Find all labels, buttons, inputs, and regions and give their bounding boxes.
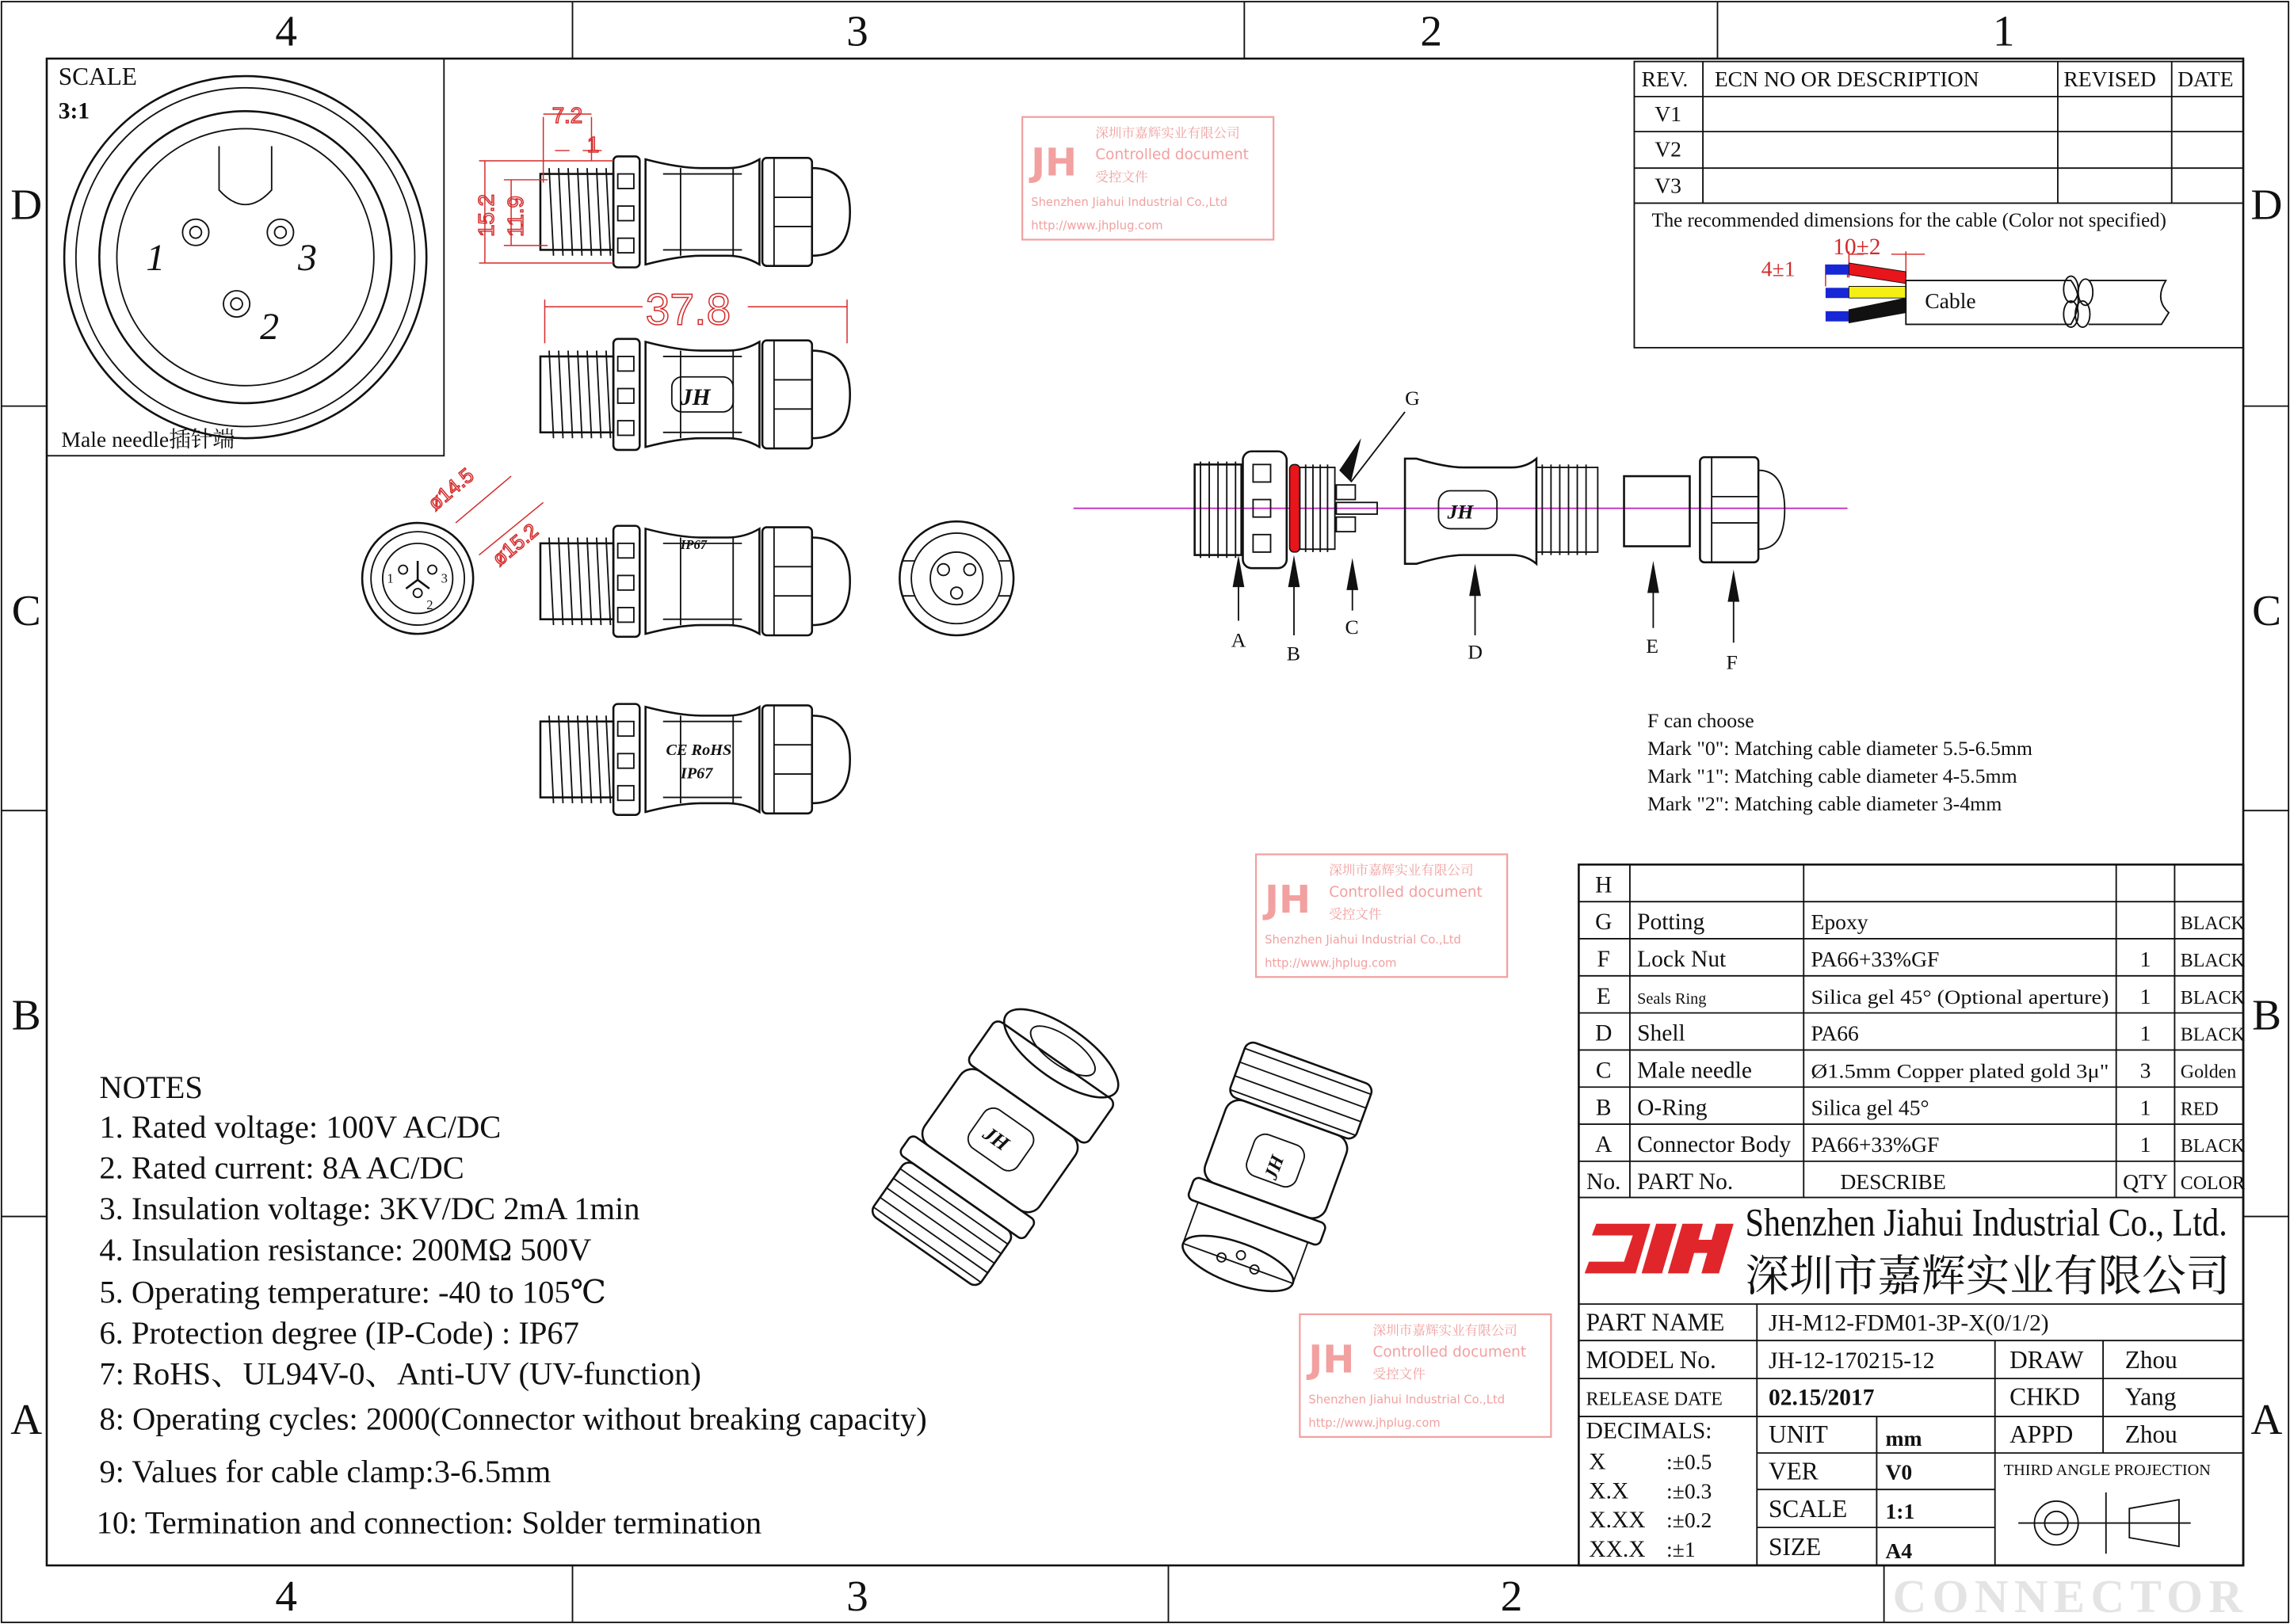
zone-row-d: D	[10, 180, 43, 229]
part-color: RED	[2180, 1099, 2219, 1120]
watermark-cn2: 受控文件	[1095, 169, 1148, 185]
jh-logo-mark: JH	[680, 384, 711, 410]
note-item: 8: Operating cycles: 2000(Connector without breaking capacity)	[99, 1401, 927, 1437]
draw-label: DRAW	[2009, 1346, 2084, 1374]
dim-thread-length: 7.2	[552, 103, 583, 128]
watermark-cn2: 受控文件	[1372, 1367, 1426, 1382]
part-letter: H	[1595, 872, 1613, 898]
part-describe: PA66	[1811, 1020, 1859, 1046]
chkd-value: Yang	[2124, 1382, 2177, 1411]
cable-label: Cable	[1925, 288, 1976, 314]
watermark-cn2: 受控文件	[1329, 906, 1382, 922]
watermark-url: http://www.jhplug.com	[1265, 956, 1397, 970]
perspective-logo-1: JH	[979, 1121, 1013, 1156]
part-color: BLACK	[2180, 951, 2245, 972]
watermark-logo: JH	[1265, 879, 1311, 923]
connector-watermark: CONNECTOR	[1892, 1570, 2249, 1623]
ver-value: V0	[1885, 1459, 1913, 1485]
small-pin-2: 2	[426, 597, 433, 612]
part-describe: Ø1.5mm Copper plated gold 3μ"	[1811, 1059, 2109, 1083]
rev-row-v2: V2	[1655, 136, 1682, 162]
callout-label-f: F	[1726, 650, 1738, 674]
note-item: 4. Insulation resistance: 200MΩ 500V	[99, 1231, 592, 1268]
watermark-url: http://www.jhplug.com	[1031, 219, 1163, 233]
parts-table-row	[1595, 872, 1612, 898]
part-color: Golden	[2180, 1062, 2237, 1083]
note-item: 1. Rated voltage: 100V AC/DC	[99, 1109, 502, 1146]
ip67-mark: IP67	[680, 537, 708, 553]
watermark-controlled: Controlled document	[1329, 883, 1483, 901]
f-option-0: Mark "0": Matching cable diameter 5.5-6.5mm	[1647, 737, 2033, 761]
part-name-label: PART NAME	[1586, 1308, 1725, 1336]
watermark-en: Shenzhen Jiahui Industrial Co.,Ltd	[1308, 1393, 1506, 1407]
model-label: MODEL No.	[1586, 1346, 1716, 1374]
watermark-cn: 深圳市嘉辉实业有限公司	[1095, 125, 1240, 141]
watermark-en: Shenzhen Jiahui Industrial Co.,Ltd	[1265, 932, 1461, 947]
parts-table-row	[1596, 1058, 2236, 1083]
part-qty: 1	[2139, 983, 2151, 1008]
callout-label-b: B	[1286, 642, 1301, 665]
note-item: 10: Termination and connection: Solder termination	[96, 1504, 762, 1541]
watermark-controlled: Controlled document	[1095, 147, 1249, 164]
note-item: 3. Insulation voltage: 3KV/DC 2mA 1min	[99, 1191, 640, 1227]
dim-thread-pitch: 1	[586, 132, 600, 157]
parts-table-header	[1586, 1169, 2245, 1195]
perspective-logo-2: JH	[1261, 1153, 1289, 1183]
part-describe: Silica gel 45° (Optional aperture)	[1811, 985, 2109, 1008]
part-name-value: JH-M12-FDM01-3P-X(0/1/2)	[1769, 1310, 2049, 1336]
rev-row-v3: V3	[1655, 173, 1682, 198]
part-name: Male needle	[1637, 1058, 1752, 1084]
chkd-label: CHKD	[2009, 1382, 2080, 1411]
part-color: BLACK	[2180, 913, 2245, 935]
f-option-1: Mark "1": Matching cable diameter 4-5.5mm	[1647, 764, 2017, 788]
zone-col-2: 2	[1420, 6, 1443, 55]
rev-header-date: DATE	[2177, 66, 2234, 91]
note-item: 2. Rated current: 8A AC/DC	[99, 1149, 464, 1186]
dim-total-length: 37.8	[645, 284, 731, 334]
scale-label-tb: SCALE	[1769, 1495, 1848, 1523]
zone-row-c: C	[11, 586, 41, 635]
note-item: 5. Operating temperature: -40 to 105℃	[99, 1274, 606, 1310]
company-name-cn: 深圳市嘉辉实业有限公司	[1745, 1252, 2231, 1301]
part-letter: C	[1595, 1058, 1612, 1084]
watermark-url: http://www.jhplug.com	[1308, 1416, 1441, 1430]
ver-label: VER	[1769, 1457, 1819, 1485]
decimal-format: X.X	[1589, 1478, 1629, 1504]
callout-label-a: A	[1231, 628, 1246, 652]
part-describe: PA66+33%GF	[1811, 1132, 1940, 1157]
wire-tip	[1826, 288, 1849, 298]
part-describe: PA66+33%GF	[1811, 947, 1940, 972]
part-letter: E	[1596, 983, 1611, 1009]
decimal-tolerance: :±0.2	[1666, 1508, 1712, 1533]
decimal-tolerance: :±1	[1666, 1536, 1696, 1561]
wire-insulation	[1849, 286, 1906, 298]
decimal-tolerance: :±0.5	[1666, 1449, 1712, 1474]
part-name: Potting	[1637, 909, 1705, 936]
zone-col-4-bottom: 4	[275, 1572, 298, 1621]
cable-note: The recommended dimensions for the cable (Color not specified)	[1651, 209, 2166, 231]
part-letter: D	[1595, 1020, 1613, 1046]
part-letter: B	[1595, 1095, 1612, 1121]
company-name-en: Shenzhen Jiahui Industrial Co., Ltd.	[1745, 1200, 2227, 1245]
part-describe: Silica gel 45°	[1811, 1095, 1929, 1120]
part-qty: 1	[2139, 1095, 2151, 1120]
shell-logo: JH	[1447, 500, 1474, 524]
watermark-logo: JH	[1308, 1338, 1355, 1382]
zone-row-a: A	[10, 1395, 43, 1444]
rev-row-v1: V1	[1655, 101, 1682, 127]
part-letter: No.	[1586, 1168, 1621, 1195]
decimal-format: X.XX	[1589, 1508, 1646, 1534]
note-item: 9: Values for cable clamp:3-6.5mm	[99, 1453, 552, 1489]
part-name: Seals Ring	[1637, 989, 1707, 1008]
decimal-format: XX.X	[1589, 1536, 1646, 1562]
parts-table-row	[1597, 947, 2246, 972]
appd-value: Zhou	[2124, 1420, 2177, 1449]
part-color: BLACK	[2180, 1024, 2245, 1046]
scale-label: SCALE	[58, 63, 137, 91]
part-name: O-Ring	[1637, 1095, 1708, 1121]
part-color: COLOR	[2180, 1172, 2245, 1194]
f-option-2: Mark "2": Matching cable diameter 3-4mm	[1647, 792, 2002, 816]
wire-tip	[1826, 265, 1849, 275]
rohs-mark: CE RoHS	[666, 741, 732, 760]
jacket-length-dim: 10±2	[1833, 234, 1881, 260]
part-letter: G	[1595, 909, 1613, 936]
zone-col-3: 3	[846, 6, 868, 55]
strip-length-dim: 4±1	[1761, 256, 1796, 281]
ip67-mark: IP67	[680, 764, 713, 783]
unit-value: mm	[1885, 1425, 1922, 1451]
appd-label: APPD	[2009, 1420, 2074, 1449]
part-describe: Epoxy	[1811, 909, 1868, 935]
part-color: BLACK	[2180, 1136, 2245, 1157]
scale-value: 3:1	[58, 98, 90, 124]
part-letter: A	[1595, 1132, 1613, 1158]
watermark-en: Shenzhen Jiahui Industrial Co.,Ltd	[1031, 196, 1227, 210]
dim-thread-diameter: 11.9	[502, 196, 528, 237]
part-b-o-ring	[1289, 464, 1300, 552]
part-qty: QTY	[2123, 1168, 2168, 1194]
wire-tip	[1826, 311, 1849, 322]
dim-face-diameter-2: ø15.2	[488, 520, 543, 570]
size-value: A4	[1885, 1538, 1913, 1563]
zone-col-3-bottom: 3	[846, 1572, 868, 1621]
part-name: Shell	[1637, 1020, 1685, 1046]
cable-wires	[1826, 263, 1906, 323]
zone-row-a-right: A	[2250, 1395, 2283, 1444]
callout-label-g: G	[1405, 386, 1420, 410]
release-date-value: 02.15/2017	[1769, 1385, 1875, 1411]
callout-label-d: D	[1468, 640, 1483, 664]
zone-col-4: 4	[275, 6, 298, 55]
scale-value-tb: 1:1	[1885, 1499, 1915, 1524]
watermark-cn: 深圳市嘉辉实业有限公司	[1372, 1322, 1517, 1338]
zone-row-b: B	[11, 990, 41, 1039]
part-name: Lock Nut	[1637, 947, 1727, 973]
unit-label: UNIT	[1769, 1420, 1828, 1449]
zone-row-c-right: C	[2252, 586, 2281, 635]
decimal-tolerance: :±0.3	[1666, 1478, 1712, 1504]
model-value: JH-12-170215-12	[1769, 1348, 1935, 1374]
note-item: 7: RoHS、UL94V-0、Anti-UV (UV-function)	[99, 1355, 701, 1392]
watermark-logo: JH	[1031, 141, 1078, 185]
watermark-cn: 深圳市嘉辉实业有限公司	[1329, 863, 1474, 879]
part-color: BLACK	[2180, 987, 2245, 1008]
part-qty: 1	[2139, 1020, 2151, 1046]
watermark-controlled: Controlled document	[1372, 1344, 1527, 1361]
notes-title: NOTES	[99, 1069, 203, 1106]
rev-header-desc: ECN NO OR DESCRIPTION	[1714, 66, 1979, 91]
zone-row-b-right: B	[2252, 990, 2281, 1039]
pin-number-2: 2	[260, 305, 280, 348]
parts-table-row	[1595, 1132, 2246, 1157]
callout-label-c: C	[1345, 616, 1359, 639]
part-qty: 1	[2139, 1132, 2151, 1157]
pin-number-1: 1	[146, 237, 166, 280]
dim-face-diameter-1: ø14.5	[424, 464, 479, 515]
zone-col-1: 1	[1992, 6, 2015, 55]
pin-number-3: 3	[297, 237, 317, 280]
size-label: SIZE	[1769, 1533, 1822, 1561]
rev-header-rev: REV.	[1641, 66, 1689, 91]
part-qty: 3	[2139, 1058, 2151, 1083]
part-qty: 1	[2139, 947, 2151, 972]
draw-value: Zhou	[2124, 1346, 2177, 1374]
zone-row-d-right: D	[2250, 180, 2283, 229]
decimal-format: X	[1589, 1449, 1606, 1475]
zone-col-2-bottom: 2	[1500, 1572, 1523, 1621]
part-letter: F	[1597, 947, 1610, 973]
part-name: PART No.	[1637, 1168, 1734, 1195]
part-name: Connector Body	[1637, 1132, 1792, 1158]
projection-label: THIRD ANGLE PROJECTION	[2003, 1461, 2211, 1479]
part-describe: DESCRIBE	[1840, 1168, 1946, 1194]
dim-outer-diameter: 15.2	[473, 194, 498, 237]
rev-header-revised: REVISED	[2063, 66, 2156, 91]
scale-caption: Male needle插针端	[61, 427, 235, 452]
f-options-title: F can choose	[1647, 709, 1754, 733]
callout-label-e: E	[1646, 635, 1658, 658]
small-pin-1: 1	[387, 570, 394, 586]
decimals-label: DECIMALS:	[1586, 1418, 1712, 1444]
small-pin-3: 3	[441, 570, 448, 586]
note-item: 6. Protection degree (IP-Code) : IP67	[99, 1314, 579, 1351]
release-date-label: RELEASE DATE	[1586, 1389, 1723, 1410]
